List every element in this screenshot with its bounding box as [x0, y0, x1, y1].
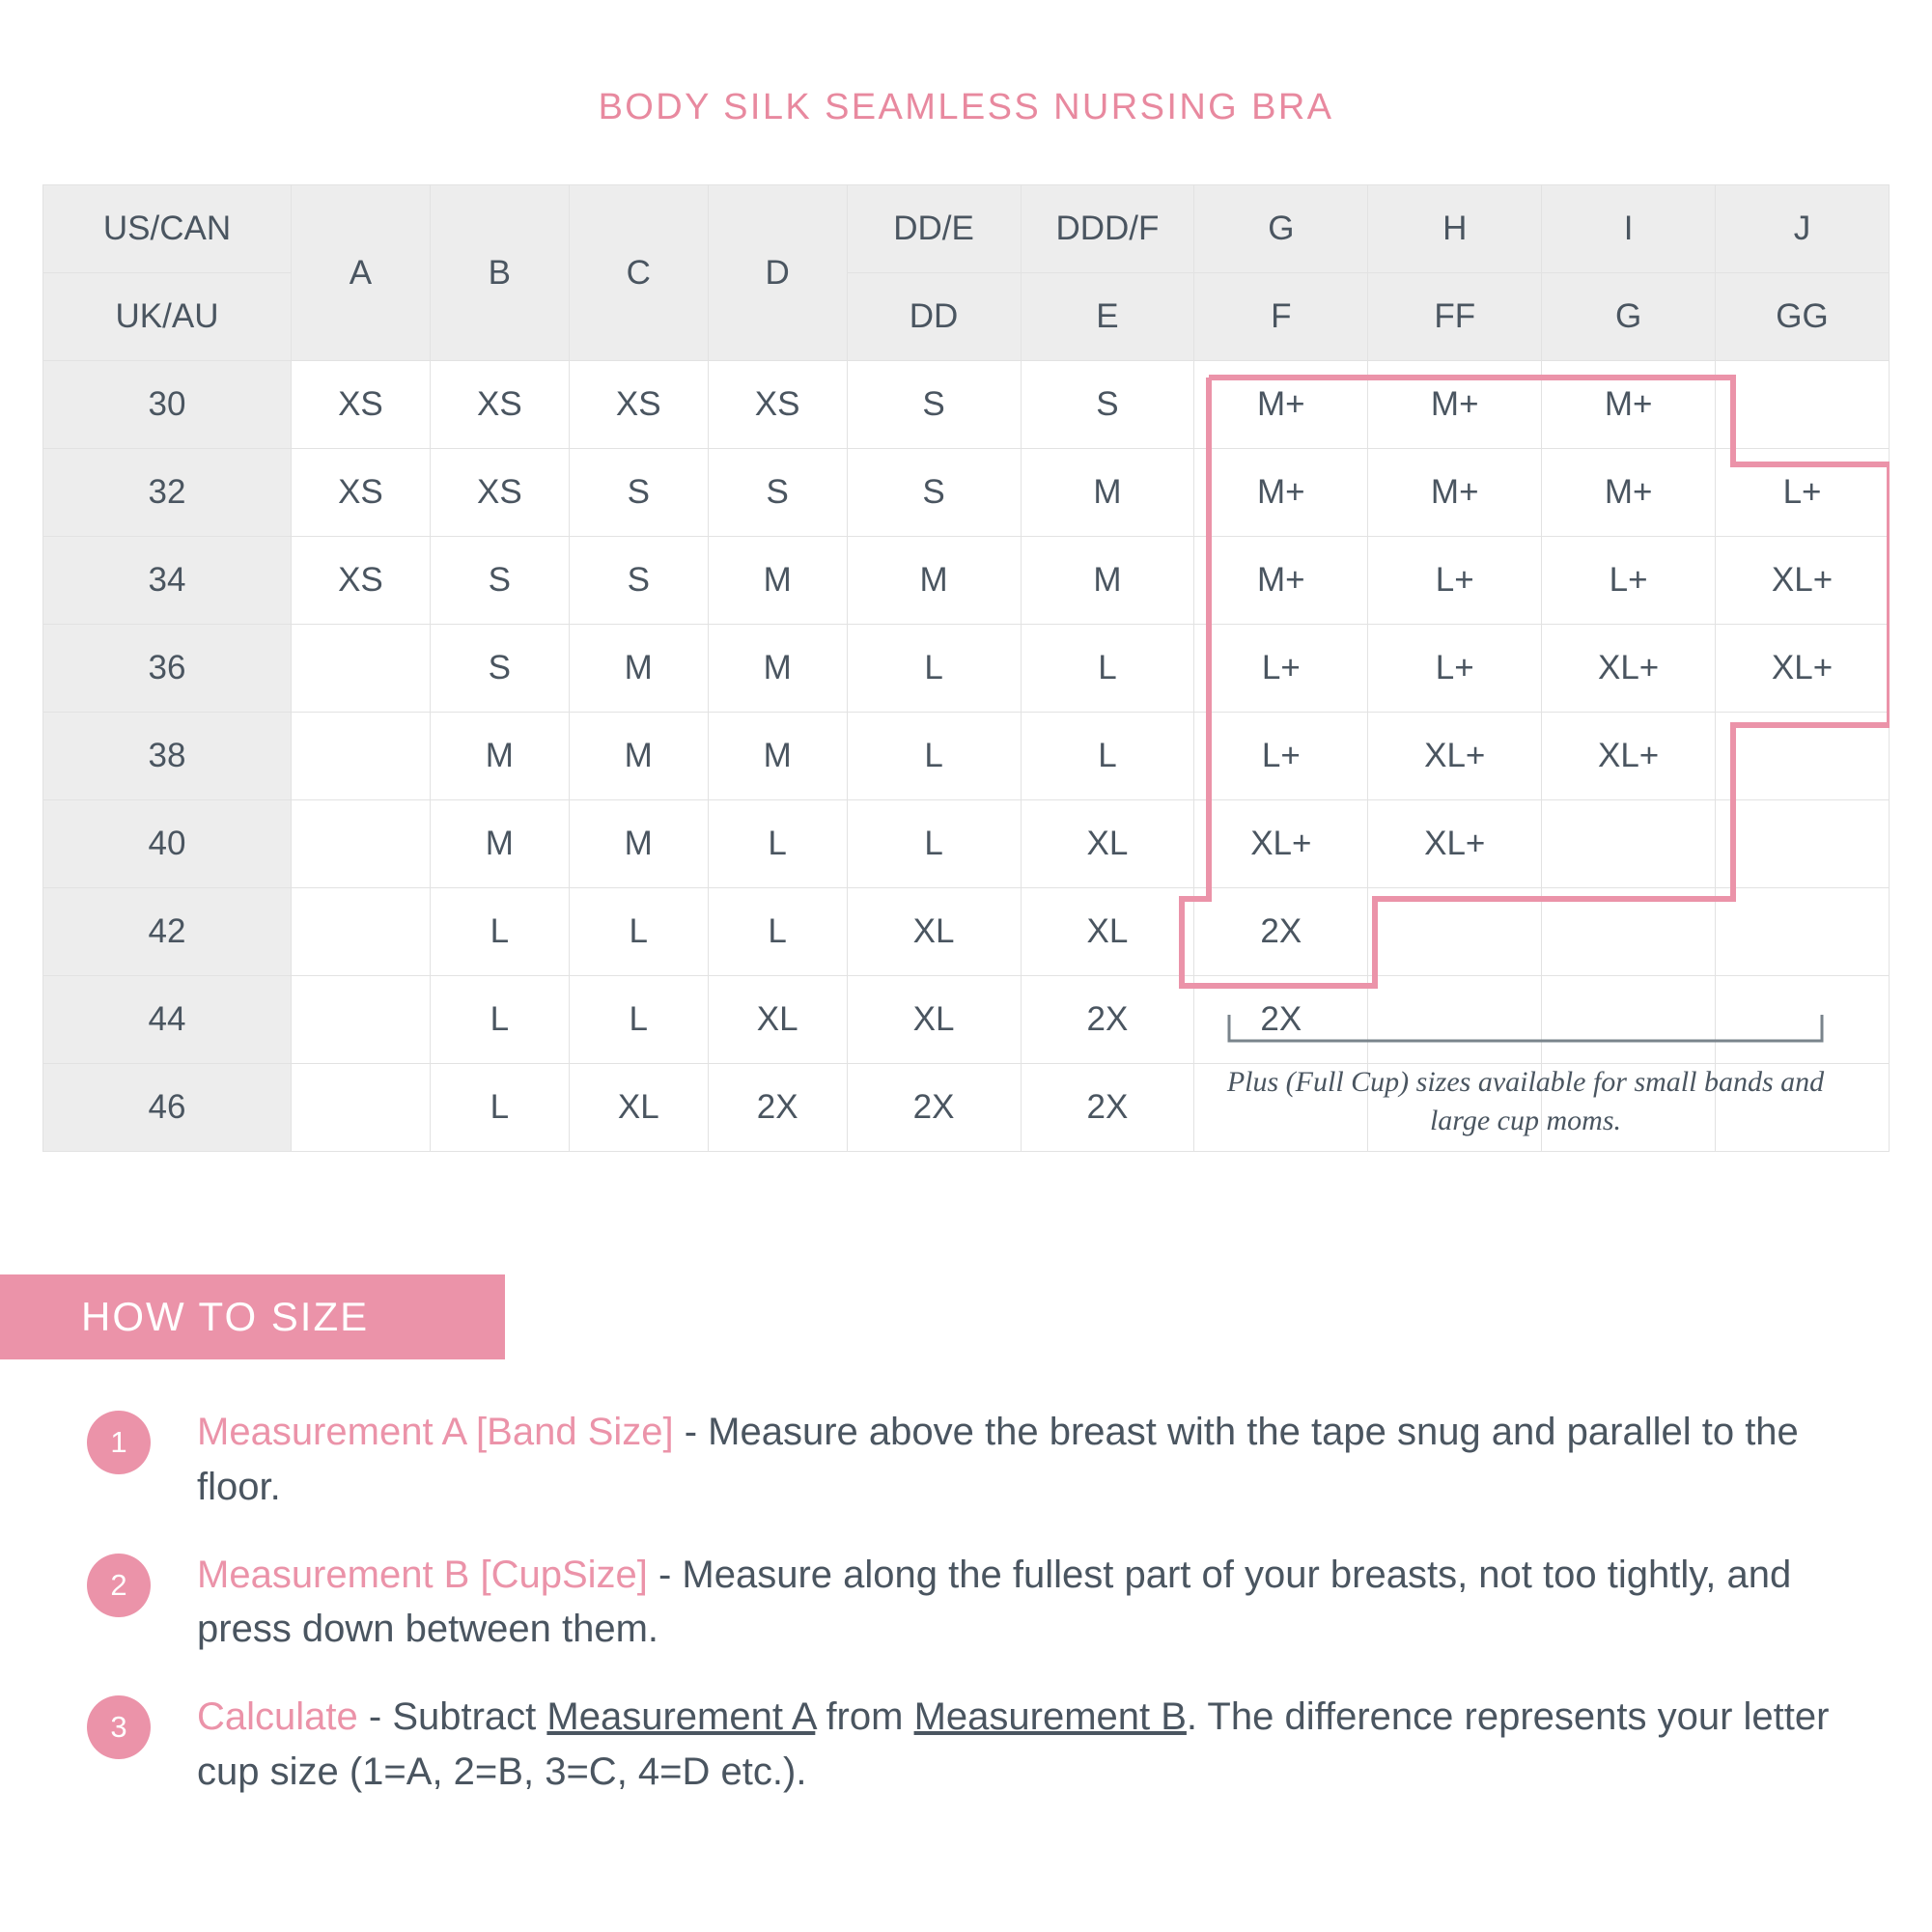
size-cell	[1716, 800, 1890, 888]
size-cell: L+	[1368, 625, 1542, 713]
step-text	[197, 1690, 1867, 1800]
step-body-prefix: - Subtract	[357, 1695, 547, 1739]
plus-sizes-bracket-area	[1226, 1012, 1825, 1140]
size-cell: L	[847, 625, 1021, 713]
cup-col-e-ukau: E	[1021, 273, 1194, 361]
table-header-row-uscan	[43, 185, 1890, 273]
band-size-label: 46	[43, 1064, 292, 1152]
size-cell: XL	[1021, 800, 1194, 888]
size-cell: 2X	[847, 1064, 1021, 1152]
band-size-label: 44	[43, 976, 292, 1064]
size-cell: XS	[291, 449, 430, 537]
table-row	[43, 713, 1890, 800]
header-us-can: US/CAN	[43, 185, 292, 273]
size-cell: M+	[1194, 449, 1368, 537]
table-row	[43, 625, 1890, 713]
size-cell: M	[708, 537, 847, 625]
size-cell: S	[569, 537, 708, 625]
size-cell: M+	[1194, 537, 1368, 625]
size-cell: S	[569, 449, 708, 537]
size-cell: M	[569, 713, 708, 800]
cup-col-h-uscan: H	[1368, 185, 1542, 273]
band-size-label: 34	[43, 537, 292, 625]
size-cell	[291, 800, 430, 888]
size-cell: 2X	[1194, 888, 1368, 976]
band-size-label: 30	[43, 361, 292, 449]
size-table	[42, 184, 1890, 1152]
size-cell	[1542, 800, 1716, 888]
cup-col-i-uscan: I	[1542, 185, 1716, 273]
size-cell	[291, 976, 430, 1064]
size-cell	[291, 888, 430, 976]
size-cell: M+	[1542, 449, 1716, 537]
size-cell: S	[430, 537, 569, 625]
size-cell: XL+	[1542, 713, 1716, 800]
step-number-badge: 2	[87, 1554, 151, 1617]
cup-col-b: B	[430, 185, 569, 361]
cup-col-gg-ukau: GG	[1716, 273, 1890, 361]
size-cell: XS	[430, 449, 569, 537]
size-cell	[291, 625, 430, 713]
size-cell	[291, 1064, 430, 1152]
size-cell: M	[708, 713, 847, 800]
band-size-label: 36	[43, 625, 292, 713]
size-cell: L	[847, 800, 1021, 888]
step-body: - Measure along the fullest part of your breasts, not too tightly, and press down between them.	[197, 1553, 1792, 1651]
band-size-label: 42	[43, 888, 292, 976]
how-to-size-heading: HOW TO SIZE	[81, 1294, 370, 1339]
cup-col-g-ukau: G	[1542, 273, 1716, 361]
page-title: BODY SILK SEAMLESS NURSING BRA	[598, 87, 1334, 127]
list-item	[87, 1548, 1892, 1658]
plus-sizes-caption: Plus (Full Cup) sizes available for small bands and large cup moms.	[1226, 1066, 1825, 1136]
cup-col-c: C	[569, 185, 708, 361]
step-number-badge: 1	[87, 1411, 151, 1474]
size-cell	[1716, 361, 1890, 449]
size-cell: S	[1021, 361, 1194, 449]
size-cell	[291, 713, 430, 800]
how-to-size-steps	[87, 1405, 1892, 1833]
cup-col-g-uscan: G	[1194, 185, 1368, 273]
step-lead: Calculate	[197, 1695, 358, 1739]
size-cell: L+	[1194, 625, 1368, 713]
size-cell	[1542, 888, 1716, 976]
size-cell: S	[847, 361, 1021, 449]
size-cell: S	[708, 449, 847, 537]
band-size-label: 40	[43, 800, 292, 888]
size-cell: M+	[1194, 361, 1368, 449]
bracket-icon	[1226, 1012, 1825, 1047]
size-cell: M+	[1368, 449, 1542, 537]
cup-col-dd-ukau: DD	[847, 273, 1021, 361]
size-cell: M	[1021, 449, 1194, 537]
list-item	[87, 1690, 1892, 1800]
size-cell: XL	[847, 888, 1021, 976]
size-cell: M	[430, 800, 569, 888]
size-cell: L	[569, 888, 708, 976]
size-cell: L+	[1368, 537, 1542, 625]
step-text	[197, 1405, 1867, 1515]
size-cell: M	[569, 625, 708, 713]
size-cell: M+	[1542, 361, 1716, 449]
size-cell: XL	[708, 976, 847, 1064]
cup-col-f-ukau: F	[1194, 273, 1368, 361]
size-cell: M	[1021, 537, 1194, 625]
size-cell: XS	[291, 361, 430, 449]
size-cell: XS	[430, 361, 569, 449]
size-cell: L	[1021, 713, 1194, 800]
step-lead: Measurement B [CupSize]	[197, 1553, 648, 1596]
step-text	[197, 1548, 1867, 1658]
size-cell	[1716, 888, 1890, 976]
list-item	[87, 1405, 1892, 1515]
step-number-badge: 3	[87, 1695, 151, 1759]
size-cell: L+	[1542, 537, 1716, 625]
table-row	[43, 449, 1890, 537]
step-body-mid: from	[815, 1695, 914, 1739]
size-table-container	[42, 184, 1890, 1152]
size-cell: 2X	[708, 1064, 847, 1152]
size-cell	[1368, 888, 1542, 976]
size-cell: S	[430, 625, 569, 713]
size-cell: M+	[1368, 361, 1542, 449]
cup-col-a: A	[291, 185, 430, 361]
cup-col-j-uscan: J	[1716, 185, 1890, 273]
step-body: - Measure above the breast with the tape snug and parallel to the floor.	[197, 1411, 1799, 1508]
size-cell	[1716, 713, 1890, 800]
size-cell: L+	[1194, 713, 1368, 800]
cup-col-dde-uscan: DD/E	[847, 185, 1021, 273]
cup-col-dddf-uscan: DDD/F	[1021, 185, 1194, 273]
band-size-label: 32	[43, 449, 292, 537]
size-cell: XS	[569, 361, 708, 449]
size-cell: L+	[1716, 449, 1890, 537]
table-row	[43, 888, 1890, 976]
size-cell: XL+	[1542, 625, 1716, 713]
size-cell: L	[847, 713, 1021, 800]
step-body-suffix: . The difference represents your letter cup size (1=A, 2=B, 3=C, 4=D etc.).	[197, 1695, 1830, 1793]
size-cell: L	[708, 888, 847, 976]
size-cell: XL+	[1716, 625, 1890, 713]
step-underline-measurement-b: Measurement B	[913, 1695, 1187, 1739]
size-cell: S	[847, 449, 1021, 537]
table-row	[43, 537, 1890, 625]
step-underline-measurement-a: Measurement A	[546, 1695, 816, 1739]
size-cell: XS	[291, 537, 430, 625]
size-cell: 2X	[1194, 976, 1368, 1064]
cup-col-d: D	[708, 185, 847, 361]
how-to-size-banner	[0, 1274, 505, 1359]
step-lead: Measurement A [Band Size]	[197, 1411, 674, 1453]
table-row	[43, 361, 1890, 449]
band-size-label: 38	[43, 713, 292, 800]
header-uk-au: UK/AU	[43, 273, 292, 361]
size-cell: XL+	[1368, 713, 1542, 800]
size-cell: XL	[847, 976, 1021, 1064]
size-cell: L	[569, 976, 708, 1064]
size-cell: M	[847, 537, 1021, 625]
size-cell: 2X	[1021, 1064, 1194, 1152]
size-cell: XL	[1021, 888, 1194, 976]
size-cell: XL	[569, 1064, 708, 1152]
size-cell: L	[430, 1064, 569, 1152]
size-cell: XL+	[1716, 537, 1890, 625]
size-cell: M	[708, 625, 847, 713]
size-cell: L	[430, 976, 569, 1064]
size-cell: M	[430, 713, 569, 800]
size-cell: L	[1021, 625, 1194, 713]
table-row	[43, 800, 1890, 888]
size-cell: L	[430, 888, 569, 976]
size-cell: L	[708, 800, 847, 888]
cup-col-ff-ukau: FF	[1368, 273, 1542, 361]
size-cell: M	[569, 800, 708, 888]
size-cell: XS	[708, 361, 847, 449]
size-cell: 2X	[1021, 976, 1194, 1064]
size-cell: XL+	[1368, 800, 1542, 888]
size-cell: XL+	[1194, 800, 1368, 888]
